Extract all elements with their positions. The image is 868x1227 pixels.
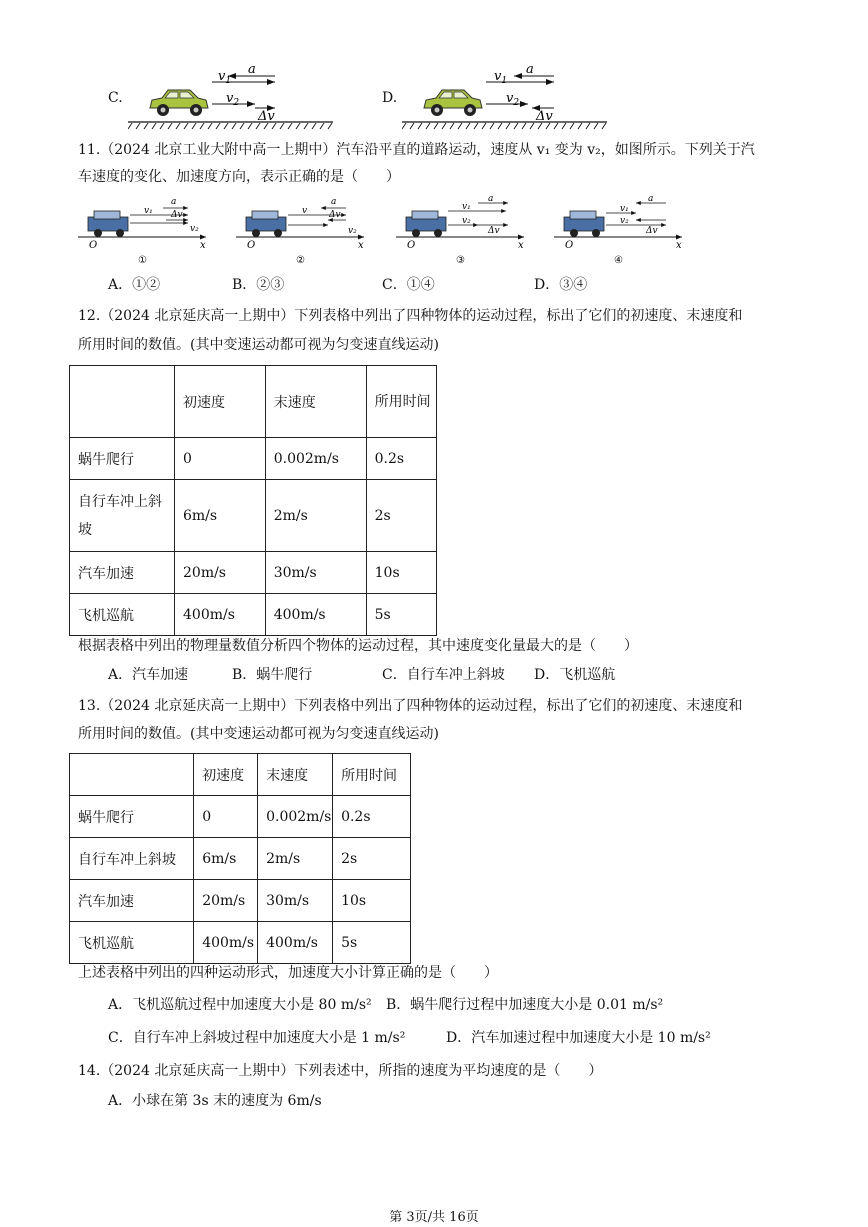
table-row xyxy=(70,922,411,964)
svg-text:v₂: v₂ xyxy=(190,224,199,234)
table-cell: 20m/s xyxy=(194,880,258,922)
table-cell: 400m/s xyxy=(258,922,333,964)
table-row xyxy=(70,880,411,922)
q13-question: 上述表格中列出的四种运动形式，加速度大小计算正确的是（ ） xyxy=(78,965,498,981)
svg-text:x: x xyxy=(200,240,206,251)
q11-option-b: B．②③ xyxy=(232,277,285,293)
q11-option-a: A．①② xyxy=(108,277,161,293)
table-cell: 5s xyxy=(333,922,411,964)
table-cell: 6m/s xyxy=(175,480,266,552)
svg-text:④: ④ xyxy=(614,255,623,265)
table-cell: 2s xyxy=(333,838,411,880)
q11-figure-1 xyxy=(78,193,213,265)
table-cell: 30m/s xyxy=(258,880,333,922)
q12-data-table xyxy=(69,365,437,636)
q11-stem-line2: 车速度的变化、加速度方向，表示正确的是（ ） xyxy=(78,169,400,185)
table-cell: 飞机巡航 xyxy=(70,594,175,636)
table-header-cell: 所用时间 xyxy=(366,366,436,438)
q14-option-a: A．小球在第 3s 末的速度为 6m/s xyxy=(108,1093,322,1109)
q13-option-c: C．自行车冲上斜坡过程中加速度大小是 1 m/s² xyxy=(108,1030,406,1046)
q11-option-d: D．③④ xyxy=(534,277,588,293)
q13-option-d: D．汽车加速过程中加速度大小是 10 m/s² xyxy=(446,1030,711,1046)
svg-text:v₂: v₂ xyxy=(620,216,629,226)
q10-option-d-figure xyxy=(402,58,607,130)
svg-text:O: O xyxy=(247,240,256,251)
table-row xyxy=(70,438,437,480)
table-row xyxy=(70,594,437,636)
table-cell: 0.2s xyxy=(366,438,436,480)
svg-text:a: a xyxy=(331,197,337,207)
q10-option-c-label: C. xyxy=(108,90,123,106)
table-header-cell: 初速度 xyxy=(194,754,258,796)
table-header-cell: 所用时间 xyxy=(333,754,411,796)
q12-option-a: A．汽车加速 xyxy=(108,667,189,683)
table-header-cell xyxy=(70,754,194,796)
table-cell: 400m/s xyxy=(265,594,366,636)
table-cell: 0.002m/s xyxy=(265,438,366,480)
car-icon xyxy=(150,90,208,116)
svg-text:v: v xyxy=(302,206,308,216)
svg-text:v₂: v₂ xyxy=(348,226,357,236)
table-cell: 5s xyxy=(366,594,436,636)
table-cell: 0.2s xyxy=(333,796,411,838)
svg-text:①: ① xyxy=(138,255,147,265)
q12-option-b: B．蜗牛爬行 xyxy=(232,667,313,683)
svg-text:Δv: Δv xyxy=(171,210,183,220)
table-cell: 30m/s xyxy=(265,552,366,594)
svg-text:a: a xyxy=(648,194,654,204)
table-cell: 6m/s xyxy=(194,838,258,880)
table-header-row xyxy=(70,366,437,438)
table-header-cell: 末速度 xyxy=(265,366,366,438)
table-cell: 汽车加速 xyxy=(70,880,194,922)
q11-figure-3 xyxy=(396,193,531,265)
table-cell: 自行车冲上斜坡 xyxy=(70,480,175,552)
svg-text:v2: $v_2$ xyxy=(506,91,520,108)
q12-question: 根据表格中列出的物理量数值分析四个物体的运动过程，其中速度变化量最大的是（ ） xyxy=(78,638,638,654)
table-cell: 自行车冲上斜坡 xyxy=(70,838,194,880)
table-header-cell xyxy=(70,366,175,438)
table-header-cell: 初速度 xyxy=(175,366,266,438)
table-cell: 2s xyxy=(366,480,436,552)
svg-text:v₁: v₁ xyxy=(620,204,629,214)
table-cell: 0 xyxy=(175,438,266,480)
q13-option-a: A．飞机巡航过程中加速度大小是 80 m/s² xyxy=(108,997,372,1013)
table-cell: 0 xyxy=(194,796,258,838)
table-header-row xyxy=(70,754,411,796)
q12-option-d: D．飞机巡航 xyxy=(534,667,616,683)
table-cell: 2m/s xyxy=(258,838,333,880)
table-cell: 10s xyxy=(333,880,411,922)
q10-option-c-figure xyxy=(128,58,333,130)
svg-text:O: O xyxy=(407,240,416,251)
svg-text:Δv: Δv xyxy=(258,109,275,124)
table-row xyxy=(70,838,411,880)
page-footer: 第 3页/共 16页 xyxy=(389,1210,479,1225)
svg-text:a: a xyxy=(526,62,534,77)
svg-text:③: ③ xyxy=(456,255,465,265)
q11-option-c: C．①④ xyxy=(382,277,435,293)
svg-text:O: O xyxy=(89,240,98,251)
table-row xyxy=(70,552,437,594)
table-cell: 10s xyxy=(366,552,436,594)
svg-text:a: a xyxy=(248,62,256,77)
table-cell: 蜗牛爬行 xyxy=(70,796,194,838)
table-cell: 20m/s xyxy=(175,552,266,594)
q14-stem: 14.（2024 北京延庆高一上期中）下列表述中，所指的速度为平均速度的是（ ） xyxy=(78,1063,603,1079)
q13-option-b: B．蜗牛爬行过程中加速度大小是 0.01 m/s² xyxy=(386,997,664,1013)
svg-text:Δv: Δv xyxy=(488,226,500,236)
q11-figure-4 xyxy=(554,193,689,265)
q11-stem-line1: 11.（2024 北京工业大附中高一上期中）汽车沿平直的道路运动，速度从 v₁ 变为 v₂，如图所示。下列关于汽 xyxy=(78,142,755,158)
q12-stem-line2: 所用时间的数值。(其中变速运动都可视为匀变速直线运动) xyxy=(78,337,439,353)
q11-figure-2 xyxy=(236,193,371,265)
svg-text:x: x xyxy=(358,240,364,251)
svg-text:x: x xyxy=(518,240,524,251)
svg-text:Δv: Δv xyxy=(646,226,658,236)
q10-option-d-label: D. xyxy=(382,90,398,106)
svg-text:v1: $v_1$ xyxy=(494,69,508,86)
table-cell: 飞机巡航 xyxy=(70,922,194,964)
table-cell: 0.002m/s xyxy=(258,796,333,838)
svg-text:v₂: v₂ xyxy=(462,216,471,226)
table-cell: 2m/s xyxy=(265,480,366,552)
svg-text:Δv: Δv xyxy=(329,210,341,220)
svg-text:a: a xyxy=(488,194,494,204)
table-row xyxy=(70,480,437,552)
q12-option-c: C．自行车冲上斜坡 xyxy=(382,667,505,683)
svg-text:v₁: v₁ xyxy=(144,206,153,216)
q13-stem-line2: 所用时间的数值。(其中变速运动都可视为匀变速直线运动) xyxy=(78,726,439,742)
table-row xyxy=(70,796,411,838)
svg-text:v2: $v_2$ xyxy=(226,91,240,108)
svg-text:v1: $v_1$ xyxy=(218,69,232,86)
q13-data-table xyxy=(69,753,411,964)
car-icon xyxy=(424,90,482,116)
q12-stem-line1: 12.（2024 北京延庆高一上期中）下列表格中列出了四种物体的运动过程，标出了它们的初速度、末速度和 xyxy=(78,308,743,324)
svg-text:②: ② xyxy=(296,255,305,265)
table-cell: 400m/s xyxy=(194,922,258,964)
svg-text:O: O xyxy=(565,240,574,251)
q13-stem-line1: 13.（2024 北京延庆高一上期中）下列表格中列出了四种物体的运动过程，标出了它们的初速度、末速度和 xyxy=(78,698,743,714)
table-header-cell: 末速度 xyxy=(258,754,333,796)
table-cell: 汽车加速 xyxy=(70,552,175,594)
table-cell: 蜗牛爬行 xyxy=(70,438,175,480)
svg-text:v₁: v₁ xyxy=(462,202,471,212)
svg-text:x: x xyxy=(676,240,682,251)
svg-text:a: a xyxy=(171,197,177,207)
table-cell: 400m/s xyxy=(175,594,266,636)
svg-text:Δv: Δv xyxy=(536,109,553,124)
